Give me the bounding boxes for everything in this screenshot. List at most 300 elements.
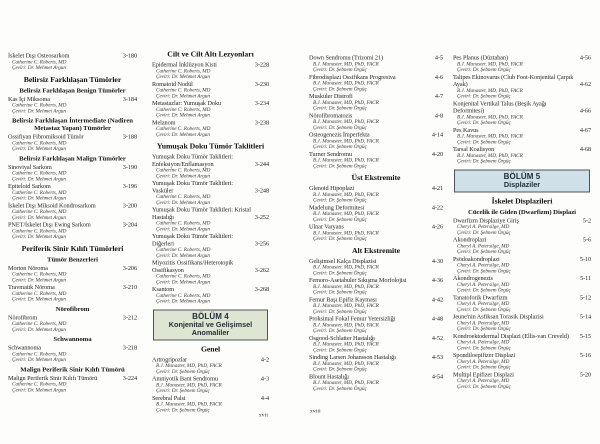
entry-translator: Çeviri: Dr. Mehmet Argun (12, 146, 66, 152)
entry-translator: Çeviri: Dr. Mehmet Argun (12, 277, 66, 283)
entry-page-ref: 5-20 (579, 370, 591, 378)
entry-translator: Çeviri: Dr. Şebnem Örgüç (313, 216, 367, 223)
entry-author: B.J. Manaster, MD, PhD, FACR (313, 322, 379, 328)
entry-title-row (309, 185, 443, 192)
toc-entry (8, 284, 137, 303)
entry-translator: Çeviri: Dr. Mehmet Argun (12, 65, 66, 71)
entry-page-ref: 3-188 (122, 133, 137, 140)
entry-page-ref: 3-184 (122, 95, 137, 103)
entry-translator: Çeviri: Dr. Mehmet Argun (12, 296, 66, 302)
entry-author: Cheryl A. Petersilge, MD (457, 358, 510, 365)
entry-title: Sinding Larsen Johansson Hastalığı (309, 353, 396, 361)
toc-entry (152, 286, 269, 305)
entry-translator: Çeviri: Dr. Şebnem Örgüç (313, 270, 367, 276)
entry-translator: Çeviri: Dr. Şebnem Örgüç (313, 289, 367, 295)
entry-page-ref: 5-2 (582, 216, 591, 224)
entry-title-row (309, 112, 443, 119)
entry-title-row (453, 313, 591, 320)
entry-page-ref: 5-16 (579, 351, 591, 359)
entry-title: Metastazlar: Yumuşak Doku (152, 99, 222, 107)
entry-page-ref: 5-14 (579, 313, 591, 320)
entry-title-row (152, 153, 269, 168)
entry-title: Yumuşak Doku Tümör Taklitleri: Kristal Hastalığı (152, 206, 251, 221)
chapter-box-title: Anomaliler (191, 328, 230, 337)
entry-title-row (453, 126, 591, 133)
entry-author: B.J. Manaster, MD, PhD, FACR (313, 380, 379, 386)
entry-author: Cheryl A. Petersilge, MD (457, 243, 510, 249)
toc-entry (453, 73, 591, 99)
entry-title-row (8, 314, 137, 321)
entry-author: Catherine C. Roberts, MD (12, 228, 67, 234)
entry-translator: Çeviri: Dr. Mehmet Argun (12, 357, 66, 363)
entry-title-row (152, 375, 269, 382)
entry-title: Malign Periferik Sinir Kılıfı Tümörü (8, 374, 98, 382)
entry-author: B.J. Manaster, MD, PhD, FACR (156, 363, 222, 369)
entry-translator: Çeviri: Dr. Şebnem Örgüç (457, 120, 511, 126)
toc-entry (8, 52, 137, 71)
entry-author: B.J. Manaster, MD, PhD, FACR (313, 360, 379, 367)
toc-entry (152, 394, 269, 413)
entry-title: Madelung Deformitesi (309, 203, 365, 211)
toc-entry (309, 93, 443, 112)
toc-entry (8, 183, 137, 202)
entry-title-row (453, 73, 591, 88)
toc-entry (152, 356, 269, 375)
entry-translator: Çeviri: Dr. Şebnem Örgüç (156, 407, 210, 413)
entry-title-row (8, 374, 137, 381)
entry-title-row (152, 180, 269, 195)
toc-entry (309, 257, 443, 276)
entry-translator: Çeviri: Dr. Mehmet Argun (156, 252, 210, 259)
entry-translator: Çeviri: Dr. Şebnem Örgüç (457, 306, 511, 313)
entry-title: İskelet Dışı Osteosarkom (8, 52, 70, 59)
entry-title-row (152, 80, 269, 87)
entry-title-row (152, 259, 269, 274)
entry-page-ref: 3-268 (254, 285, 269, 293)
entry-page-ref: 3-248 (254, 186, 269, 194)
entry-page-ref: 4-8 (434, 111, 443, 119)
entry-author: B.J. Manaster, MD, PhD, FACR (313, 157, 379, 163)
entry-title-row (453, 352, 591, 359)
subsection-heading: Belirsiz Farklılaşan Malign Tümörler (19, 154, 126, 162)
entry-translator: Çeviri: Dr. Mehmet Argun (12, 387, 66, 393)
entry-title: Muskuler Distrofi (309, 92, 353, 100)
entry-author: Catherine C. Roberts, MD (156, 126, 211, 132)
entry-translator: Çeviri: Dr. Şebnem Örgüç (313, 163, 367, 169)
entry-title-row (152, 100, 269, 107)
entry-title: Epiteloid Sarkom (8, 182, 51, 190)
left-page-number: xvii (258, 412, 268, 418)
entry-title-row (309, 354, 443, 361)
entry-author: Catherine C. Roberts, MD (12, 170, 67, 176)
entry-page-ref: 3-224 (122, 374, 137, 382)
entry-page-ref: 5-10 (579, 255, 591, 263)
entry-title: Miyozitis Ossifikans/Heterotopik Ossifikasyon (152, 259, 234, 274)
entry-title: Yumuşak Doku Tümör Taklitleri: Diğerleri (152, 232, 233, 247)
entry-title-row (8, 95, 137, 102)
entry-title: Epidermal İnklüzyon Kisti (152, 61, 217, 68)
entry-page-ref: 5-6 (582, 236, 591, 243)
toc-column-4 (453, 54, 591, 390)
toc-entry (8, 264, 137, 283)
entry-page-ref: 4-21 (431, 184, 443, 192)
entry-title: Konjenital Vertikal Talus (Beşik Ayağı Deformitesi) (453, 99, 547, 114)
entry-title: Pes Kavus (453, 126, 479, 134)
entry-page-ref: 3-206 (122, 264, 137, 272)
toc-entry (309, 204, 443, 223)
entry-title: Talipes Ekinovarus (Club Foot-Konjenital Çarpık Ayak) (453, 73, 574, 88)
chapter-box (153, 309, 268, 340)
entry-author: B.J. Manaster, MD, PhD, FACR (457, 61, 523, 67)
entry-title: Proksimal Fokal Femur Yetersizliği (309, 315, 396, 322)
entry-author: B.J. Manaster, MD, PhD, FACR (156, 382, 222, 388)
toc-entry (309, 296, 443, 315)
entry-page-ref: 3-238 (254, 118, 269, 126)
entry-translator: Çeviri: Dr. Şebnem Örgüç (457, 139, 511, 145)
toc-entry (152, 180, 269, 206)
entry-author: Cheryl A. Petersilge, MD (457, 224, 510, 230)
toc-entry (309, 185, 443, 204)
entry-page-ref: 4-62 (579, 80, 591, 88)
entry-title: Artrogripozlar (152, 355, 188, 363)
entry-page-ref: 4-67 (579, 126, 591, 134)
entry-title-row (309, 73, 443, 80)
entry-translator: Çeviri: Dr. Şebnem Örgüç (313, 347, 367, 353)
toc-entry (309, 315, 443, 334)
entry-title: Glenoid Hipoplazi (309, 184, 355, 192)
entry-title: Akondrogenezis (453, 274, 493, 282)
toc-entry (309, 223, 443, 242)
entry-title: Nörofibromatozis (309, 111, 353, 119)
entry-page-ref: 5-11 (580, 274, 591, 282)
entry-title: Morton Nöroma (8, 264, 48, 272)
entry-page-ref: 4-3 (260, 375, 269, 382)
toc-entry (309, 54, 443, 73)
entry-page-ref: 3-204 (122, 221, 137, 228)
entry-title-row (453, 146, 591, 153)
toc-entry (453, 352, 591, 371)
entry-title-row (152, 233, 269, 248)
entry-title: Blount Hastalığı (309, 372, 349, 380)
entry-page-ref: 3-234 (254, 99, 269, 107)
entry-title-row (152, 394, 269, 401)
toc-entry (8, 344, 137, 363)
entry-page-ref: 4-54 (431, 372, 443, 380)
entry-page-ref: 4-48 (431, 315, 443, 322)
entry-author: Catherine C. Roberts, MD (156, 194, 211, 200)
entry-title-row (453, 275, 591, 282)
entry-page-ref: 3-210 (122, 283, 137, 291)
entry-title-row (8, 183, 137, 190)
entry-page-ref: 5-15 (579, 332, 591, 340)
toc-entry (453, 255, 591, 274)
toc-entry (152, 259, 269, 285)
entry-page-ref: 4-22 (431, 203, 443, 211)
entry-author: Cheryl A. Petersilge, MD (457, 281, 510, 288)
entry-author: Catherine C. Roberts, MD (12, 271, 67, 277)
entry-page-ref: 3-252 (254, 213, 269, 221)
entry-title-row (453, 236, 591, 243)
entry-translator: Çeviri: Dr. Şebnem Örgüç (313, 67, 367, 73)
toc-entry (453, 332, 591, 351)
entry-page-ref: 4-53 (431, 353, 443, 361)
toc-entry (309, 373, 443, 392)
entry-title-row (309, 334, 443, 341)
entry-page-ref: 3-180 (122, 52, 137, 59)
entry-translator: Çeviri: Dr. Şebnem Örgüç (313, 236, 367, 242)
entry-title: Ulnar Varyans (309, 223, 344, 230)
toc-entry (8, 133, 137, 152)
entry-author: B.J. Manaster, MD, PhD, FACR (457, 152, 523, 159)
toc-entry (152, 100, 269, 119)
entry-title: Fibrodisplazi Ossifikans Progresiva (309, 73, 396, 81)
entry-translator: Çeviri: Dr. Şebnem Örgüç (457, 345, 511, 351)
entry-author: B.J. Manaster, MD, PhD, FACR (313, 99, 379, 106)
toc-column-1 (8, 52, 137, 394)
entry-author: Catherine C. Roberts, MD (12, 140, 67, 146)
entry-page-ref: 4-30 (431, 257, 443, 265)
entry-author: B.J. Manaster, MD, PhD, FACR (313, 230, 379, 236)
entry-author: B.J. Manaster, MD, PhD, FACR (457, 133, 523, 139)
entry-page-ref: 4-42 (431, 295, 443, 303)
toc-entry (309, 150, 443, 169)
entry-author: Catherine C. Roberts, MD (156, 292, 211, 299)
toc-entry (309, 73, 443, 92)
entry-translator: Çeviri: Dr. Şebnem Örgüç (313, 86, 367, 92)
toc-entry (8, 163, 137, 182)
entry-author: Catherine C. Roberts, MD (156, 220, 211, 226)
entry-title-row (309, 54, 443, 61)
entry-author: Catherine C. Roberts, MD (12, 209, 67, 215)
toc-entry (453, 371, 591, 390)
entry-title: Osgood-Schlatter Hastalığı (309, 334, 375, 342)
entry-title-row (8, 221, 137, 228)
entry-page-ref: 3-244 (254, 160, 269, 168)
entry-author: B.J. Manaster, MD, PhD, FACR (313, 283, 379, 290)
subsection-heading: Nörofibrom (55, 304, 90, 313)
toc-entry (8, 221, 137, 240)
entry-translator: Çeviri: Dr. Mehmet Argun (12, 326, 66, 333)
entry-title-row (309, 204, 443, 211)
section-heading: Alt Ekstremite (351, 246, 401, 255)
entry-title-row (8, 284, 137, 291)
entry-author: Cheryl A. Petersilge, MD (457, 378, 510, 384)
entry-translator: Çeviri: Dr. Mehmet Argun (156, 298, 210, 304)
entry-author: B.J. Manaster, MD, PhD, FACR (313, 119, 379, 125)
entry-title-row (152, 119, 269, 126)
toc-entry (8, 202, 137, 221)
entry-page-ref: 3-230 (254, 80, 269, 88)
entry-title: Sinoviyal Sarkom (8, 163, 52, 171)
toc-column-3 (309, 54, 443, 392)
entry-author: B.J. Manaster, MD, PhD, FACR (313, 80, 379, 86)
entry-title: Yumuşak Doku Tümör Taklitleri: Enfeksiyon/Enflamasyon (152, 153, 233, 168)
entry-title-row (453, 371, 591, 378)
entry-translator: Çeviri: Dr. Şebnem Örgüç (457, 158, 511, 164)
entry-translator: Çeviri: Dr. Mehmet Argun (12, 108, 66, 114)
entry-author: Catherine C. Roberts, MD (156, 247, 211, 253)
entry-translator: Çeviri: Dr. Mehmet Argun (12, 214, 66, 221)
entry-page-ref: 4-6 (434, 73, 443, 81)
entry-title: Turner Sendromu (309, 150, 352, 158)
entry-title-row (453, 217, 591, 224)
entry-author: B.J. Manaster, MD, PhD, FACR (313, 211, 379, 217)
entry-translator: Çeviri: Dr. Şebnem Örgüç (313, 197, 367, 203)
section-heading: Belirsiz Farklılaşan Tümörler (23, 75, 122, 84)
entry-title: Gelişimsel Kalça Displazisi (309, 257, 377, 265)
entry-translator: Çeviri: Dr. Şebnem Örgüç (457, 326, 511, 332)
entry-title-row (309, 315, 443, 322)
entry-page-ref: 3-212 (122, 313, 137, 321)
entry-author: Cheryl A. Petersilge, MD (457, 339, 510, 345)
section-heading: Genel (200, 344, 221, 354)
entry-translator: Çeviri: Dr. Şebnem Örgüç (457, 67, 511, 73)
chapter-box (454, 169, 590, 192)
toc-entry (453, 54, 591, 73)
entry-page-ref: 3-256 (254, 239, 269, 247)
entry-title-row (453, 255, 591, 262)
toc-entry (453, 100, 591, 126)
entry-translator: Çeviri: Dr. Şebnem Örgüç (313, 308, 367, 315)
entry-author: B.J. Manaster, MD, PhD, FACR (313, 303, 379, 309)
entry-author: Catherine C. Roberts, MD (156, 68, 211, 74)
entry-author: B.J. Manaster, MD, PhD, FACR (457, 114, 523, 120)
right-page-number: xviii (310, 408, 321, 414)
entry-author: Catherine C. Roberts, MD (12, 189, 67, 196)
entry-author: Catherine C. Roberts, MD (156, 167, 211, 173)
entry-translator: Çeviri: Dr. Şebnem Örgüç (156, 388, 210, 394)
entry-author: Catherine C. Roberts, MD (156, 87, 211, 93)
entry-translator: Çeviri: Dr. Şebnem Örgüç (313, 366, 367, 372)
toc-entry (453, 275, 591, 294)
entry-page-ref: 3-190 (122, 163, 137, 171)
chapter-box-number: BÖLÜM 5 (503, 172, 541, 181)
toc-entry (152, 375, 269, 394)
chapter-box-title: Displaziler (503, 180, 541, 189)
entry-page-ref: 4-20 (431, 150, 443, 158)
entry-title-row (453, 332, 591, 339)
toc-entry (8, 95, 137, 114)
entry-translator: Çeviri: Dr. Şebnem Örgüç (457, 287, 511, 293)
entry-author: Cheryl A. Petersilge, MD (457, 301, 510, 307)
entry-author: B.J. Manaster, MD, PhD, FACR (457, 87, 523, 94)
entry-title: Melanom (152, 118, 176, 126)
entry-title-row (453, 100, 591, 115)
entry-title-row (152, 356, 269, 363)
entry-author: B.J. Manaster, MD, PhD, FACR (156, 401, 222, 407)
entry-author: B.J. Manaster, MD, PhD, FACR (313, 191, 379, 198)
toc-entry (152, 61, 269, 80)
entry-translator: Çeviri: Dr. Mehmet Argun (156, 226, 210, 232)
entry-page-ref: 3-200 (122, 201, 137, 209)
toc-entry (152, 206, 269, 232)
entry-title: Akondroplazi (453, 236, 487, 243)
entry-title-row (152, 61, 269, 68)
entry-page-ref: 4-36 (431, 276, 443, 284)
entry-title-row (152, 286, 269, 293)
entry-title-row (309, 223, 443, 230)
entry-translator: Çeviri: Dr. Şebnem Örgüç (313, 144, 367, 150)
entry-title-row (309, 257, 443, 264)
entry-title: Serebral Palsi (152, 394, 186, 402)
entry-page-ref: 4-4 (260, 394, 269, 402)
entry-title-row (309, 131, 443, 138)
section-heading: Cilt ve Cilt Altı Lezyonları (167, 50, 254, 59)
toc-column-2 (152, 50, 269, 414)
entry-page-ref: 3-218 (122, 344, 137, 351)
toc-entry (309, 131, 443, 150)
subsection-heading: Malign Periferik Sinir Kılıfı Tümörü (20, 365, 125, 373)
section-heading: Periferik Sinir Kılıfı Tümörleri (21, 244, 124, 253)
entry-title-row (309, 373, 443, 380)
entry-title: Travmatik Nöroma (8, 283, 55, 291)
entry-translator: Çeviri: Dr. Şebnem Örgüç (313, 328, 367, 334)
toc-entry (152, 80, 269, 99)
entry-title: Spondiloepifizer Displazi (453, 351, 516, 359)
entry-translator: Çeviri: Dr. Mehmet Argun (12, 176, 66, 182)
entry-title-row (8, 202, 137, 209)
entry-translator: Çeviri: Dr. Mehmet Argun (156, 74, 210, 80)
entry-author: Catherine C. Roberts, MD (156, 273, 211, 279)
entry-title-row (453, 54, 591, 61)
section-heading: Üst Ekstremite (351, 173, 401, 182)
entry-title: Tarsal Koalisyon (453, 145, 495, 153)
entry-title: Femur Başı Epifiz Kayması (309, 295, 377, 303)
toc-entry (453, 313, 591, 332)
entry-title: Kondroektodermal Displazi (Ellis-van Creveld) (453, 332, 569, 340)
toc-entry (309, 112, 443, 131)
entry-author: Catherine C. Roberts, MD (12, 59, 67, 65)
entry-author: B.J. Manaster, MD, PhD, FACR (313, 264, 379, 270)
toc-entry (453, 236, 591, 255)
entry-translator: Çeviri: Dr. Mehmet Argun (156, 199, 210, 206)
toc-entry (309, 277, 443, 296)
entry-title-row (309, 150, 443, 157)
toc-entry (152, 153, 269, 179)
entry-title-row (152, 206, 269, 221)
toc-entry (309, 354, 443, 373)
subsection-heading: Belirsiz Farklılaşan Benign Tümörler (19, 86, 126, 94)
entry-author: Catherine C. Roberts, MD (12, 102, 67, 108)
chapter-box-title: Konjenital ve Gelişimsel (168, 320, 253, 329)
entry-translator: Çeviri: Dr. Mehmet Argun (12, 195, 66, 201)
toc-entry (8, 314, 137, 333)
entry-title-row (309, 93, 443, 100)
entry-page-ref: 3-196 (122, 182, 137, 190)
entry-author: Catherine C. Roberts, MD (12, 381, 67, 387)
entry-translator: Çeviri: Dr. Mehmet Argun (156, 93, 210, 99)
entry-title: Osteogenezis İmperfekta (309, 131, 370, 138)
subsection-heading: Schwannoma (53, 335, 92, 343)
entry-title: Pes Planus (Düztaban) (453, 54, 509, 61)
entry-author: Catherine C. Roberts, MD (156, 106, 211, 113)
entry-translator: Çeviri: Dr. Şebnem Örgüç (457, 364, 511, 370)
entry-title: Femoro-Asetabuler Sıkışma Morfolojisi (309, 276, 407, 284)
entry-translator: Çeviri: Dr. Mehmet Argun (12, 234, 66, 240)
entry-title: Romatoid Nodül (152, 80, 193, 88)
entry-translator: Çeviri: Dr. Mehmet Argun (156, 112, 210, 118)
entry-author: Cheryl A. Petersilge, MD (457, 262, 510, 268)
toc-entry (8, 374, 137, 393)
toc-entry (453, 217, 591, 236)
entry-translator: Çeviri: Dr. Şebnem Örgüç (313, 124, 367, 131)
subsection-heading: Cücelik ile Giden (Dwarfizm) Displazi (467, 207, 577, 216)
entry-translator: Çeviri: Dr. Şebnem Örgüç (313, 105, 367, 111)
entry-title-row (309, 277, 443, 284)
entry-translator: Çeviri: Dr. Şebnem Örgüç (457, 229, 511, 236)
entry-page-ref: 4-5 (434, 54, 443, 61)
entry-title: Ksantom (152, 285, 175, 293)
